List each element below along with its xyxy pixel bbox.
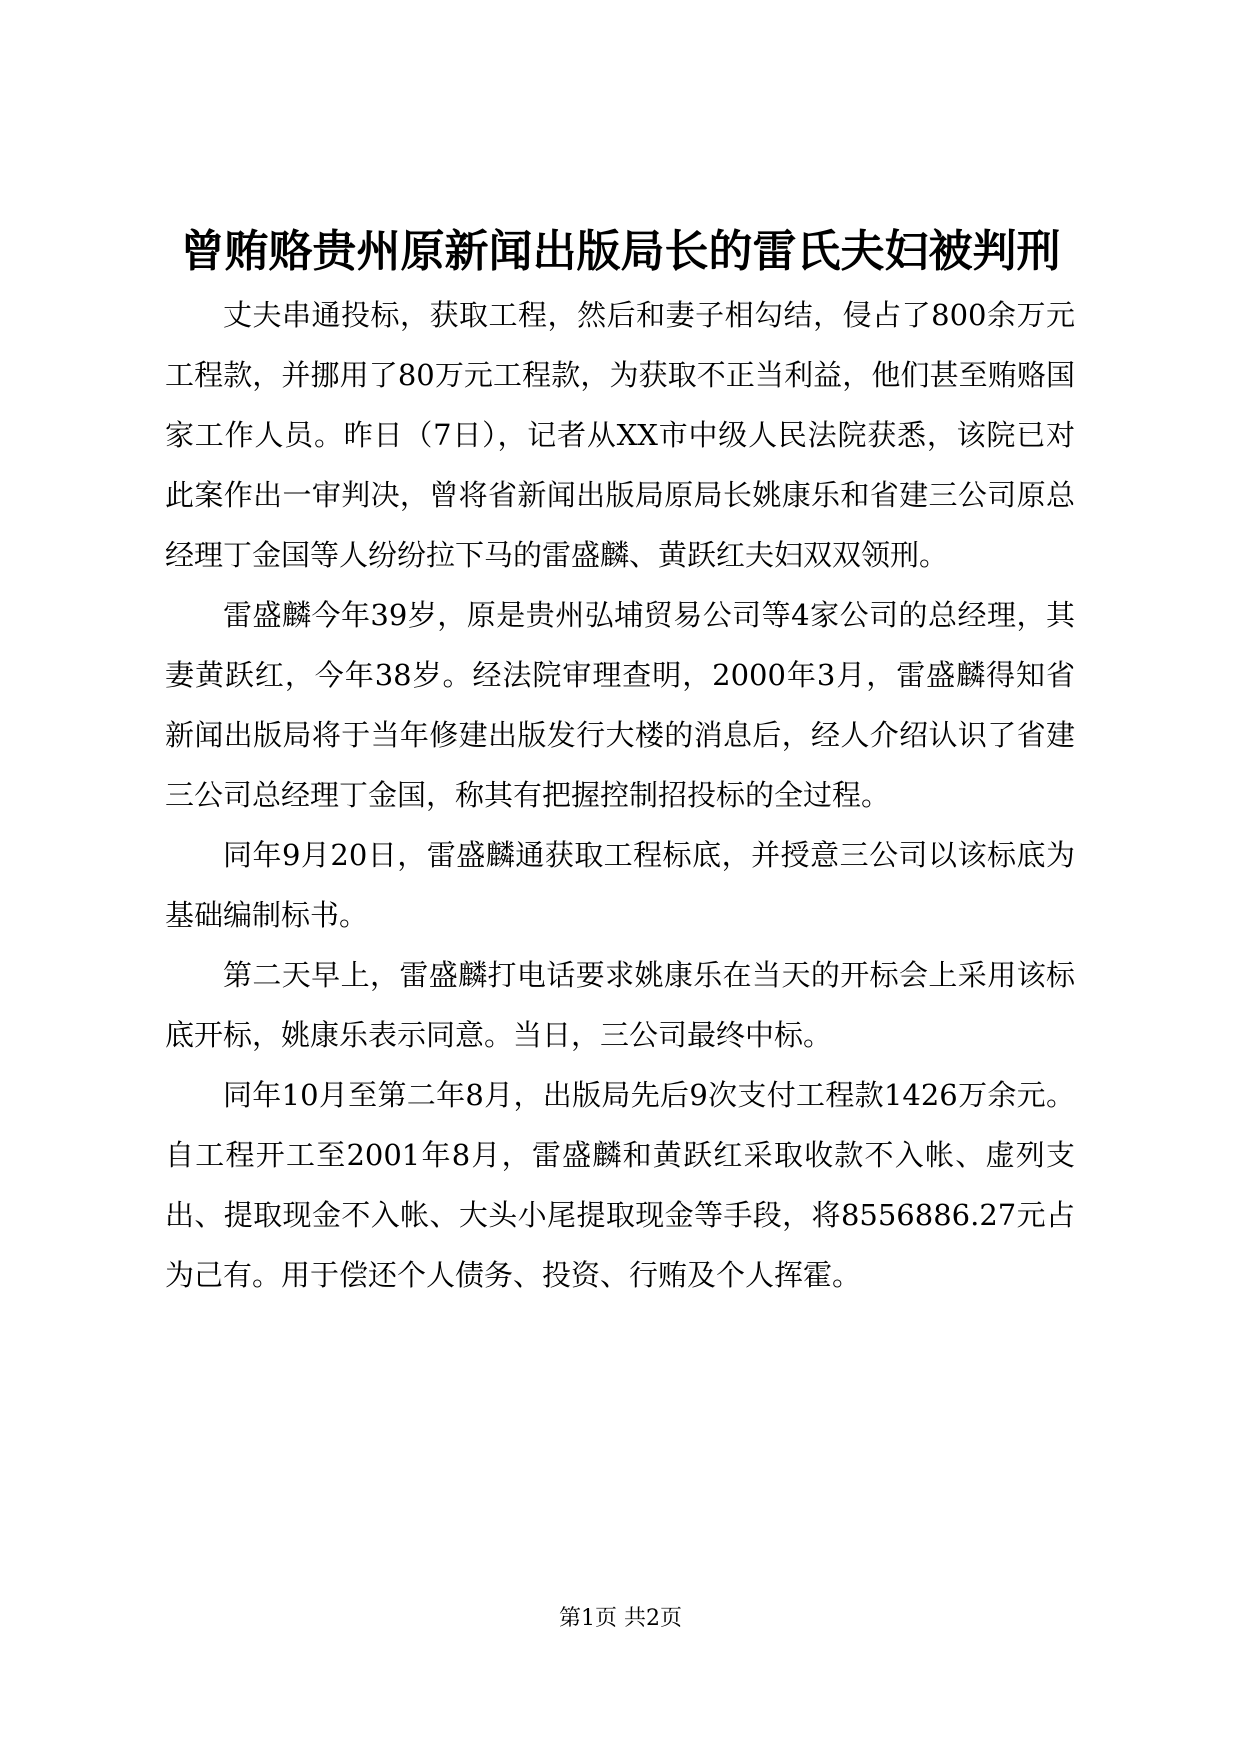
document-title: 曾贿赂贵州原新闻出版局长的雷氏夫妇被判刑 xyxy=(180,226,1061,277)
document-body xyxy=(165,285,1075,1305)
paragraph-2: 雷盛麟今年39岁，原是贵州弘埔贸易公司等4家公司的总经理，其妻黄跃红，今年38岁。经法院审理查明，2000年3月，雷盛麟得知省新闻出版局将于当年修建出版发行大楼的消息后，经人介绍认识了省建三公司总经理丁金国，称其有把握控制招投标的全过程。 xyxy=(165,598,1075,812)
paragraph-1: 丈夫串通投标，获取工程，然后和妻子相勾结，侵占了800余万元工程款，并挪用了80万元工程款，为获取不正当利益，他们甚至贿赂国家工作人员。昨日（7日），记者从XX市中级人民法院获悉，该院已对此案作出一审判决，曾将省新闻出版局原局长姚康乐和省建三公司原总经理丁金国等人纷纷拉下马的雷盛麟、黄跃红夫妇双双领刑。 xyxy=(165,298,1075,572)
paragraph-5: 同年10月至第二年8月，出版局先后9次支付工程款1426万余元。自工程开工至2001年8月，雷盛麟和黄跃红采取收款不入帐、虚列支出、提取现金不入帐、大头小尾提取现金等手段，将8556886.27元占为己有。用于偿还个人债务、投资、行贿及个人挥霍。 xyxy=(165,1078,1075,1292)
paragraph-3: 同年9月20日，雷盛麟通获取工程标底，并授意三公司以该标底为基础编制标书。 xyxy=(165,838,1075,932)
paragraph-4: 第二天早上，雷盛麟打电话要求姚康乐在当天的开标会上采用该标底开标，姚康乐表示同意。当日，三公司最终中标。 xyxy=(165,958,1075,1052)
page-number-label: 第1页 共2页 xyxy=(559,1606,682,1631)
page-footer xyxy=(0,1604,1241,1634)
